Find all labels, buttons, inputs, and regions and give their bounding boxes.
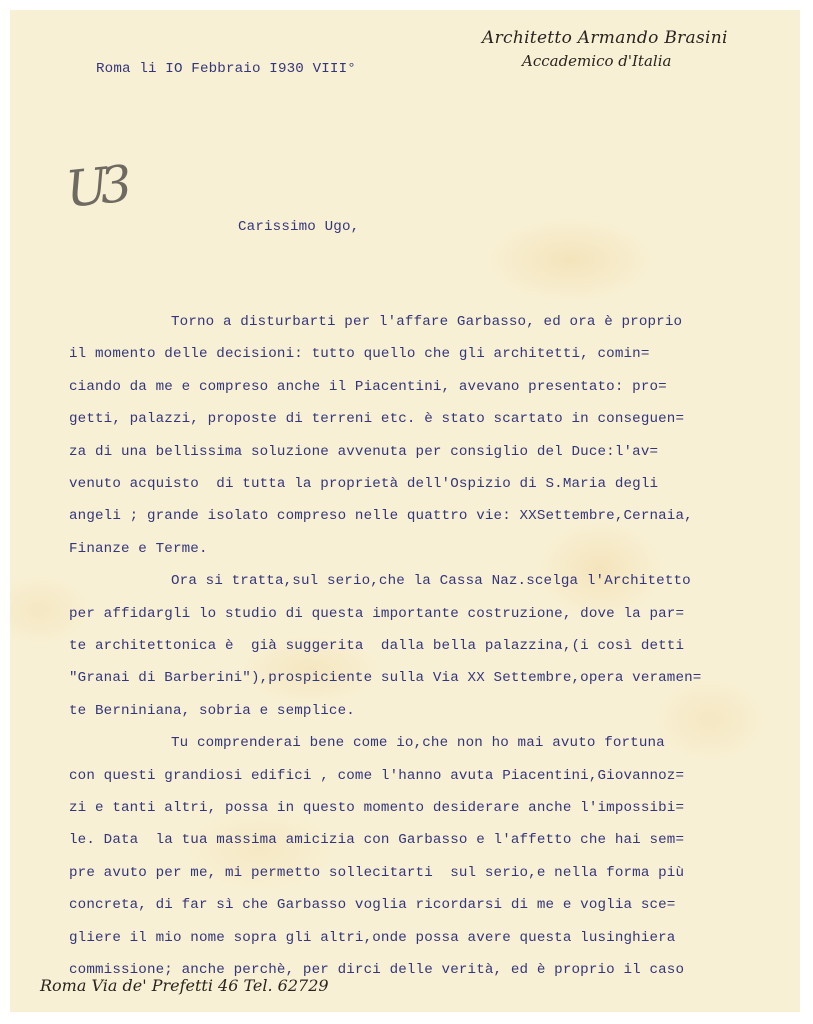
- letterhead-title: Accademico d'Italia: [522, 52, 672, 70]
- body-line: le. Data la tua massima amicizia con Garbasso e l'affetto che hai sem=: [69, 832, 685, 849]
- body-line: il momento delle decisioni: tutto quello che gli architetti, comin=: [69, 346, 650, 363]
- body-line: venuto acquisto di tutta la proprietà dell'Ospizio di S.Maria degli: [69, 476, 659, 492]
- body-line: commissione; anche perchè, per dirci delle verità, ed è proprio il caso: [69, 962, 685, 978]
- body-line: angeli ; grande isolato compreso nelle quattro vie: XXSettembre,Cernaia,: [69, 508, 693, 525]
- body-line: Ora si tratta,sul serio,che la Cassa Naz.scelga l'Architetto: [171, 573, 691, 590]
- handwritten-annotation: U3: [63, 155, 127, 219]
- body-line: getti, palazzi, proposte di terreni etc. è stato scartato in conseguen=: [69, 411, 685, 428]
- body-line: te architettonica è già suggerita dalla bella palazzina,(i così detti: [69, 638, 685, 654]
- body-line: za di una bellissima soluzione avvenuta per consiglio del Duce:l'av=: [69, 443, 659, 460]
- body-line: zi e tanti altri, possa in questo momento desiderare anche l'impossibi=: [69, 800, 685, 816]
- body-line: Tu comprenderai bene come io,che non ho mai avuto fortuna: [171, 735, 665, 752]
- body-line: per affidargli lo studio di questa importante costruzione, dove la par=: [69, 605, 685, 622]
- salutation: Carissimo Ugo,: [238, 219, 360, 235]
- body-line: Torno a disturbarti per l'affare Garbasso, ed ora è proprio: [171, 314, 683, 330]
- body-line: ciando da me e compreso anche il Piacentini, avevano presentato: pro=: [69, 378, 667, 395]
- body-line: "Granai di Barberini"),prospiciente sulla Via XX Settembre,opera veramen=: [69, 670, 702, 687]
- body-line: con questi grandiosi edifici , come l'hanno avuta Piacentini,Giovannoz=: [69, 767, 685, 784]
- letterhead-footer-address: Roma Via de' Prefetti 46 Tel. 62729: [40, 976, 329, 995]
- body-line: gliere il mio nome sopra gli altri,onde possa avere questa lusinghiera: [69, 929, 676, 946]
- body-line: Finanze e Terme.: [69, 540, 208, 557]
- body-line: concreta, di far sì che Garbasso voglia ricordarsi di me e voglia sce=: [69, 897, 676, 914]
- body-line: pre avuto per me, mi permetto sollecitarti sul serio,e nella forma più: [69, 864, 685, 881]
- letterhead-name: Architetto Armando Brasini: [482, 28, 728, 48]
- date-line: Roma li IO Febbraio I930 VIII°: [96, 61, 356, 77]
- body-line: te Berniniana, sobria e semplice.: [69, 702, 355, 719]
